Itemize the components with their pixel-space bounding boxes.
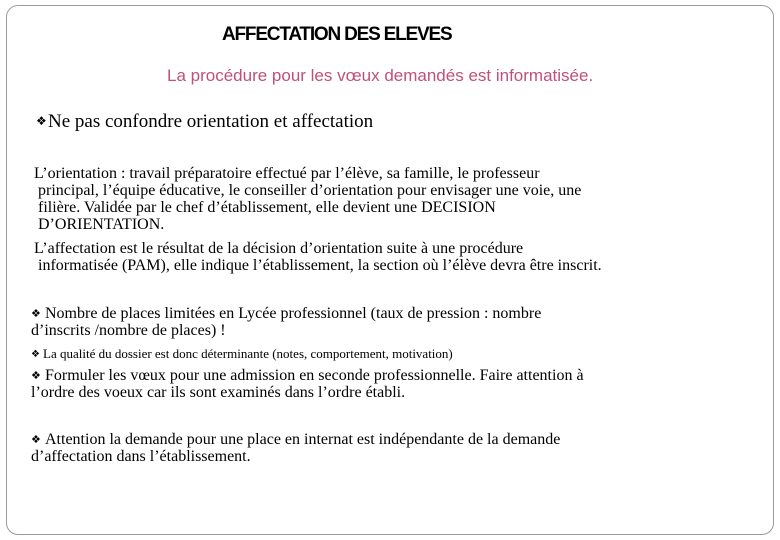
bullet-qualite-dossier <box>31 346 453 362</box>
bullet-icon: ❖ <box>36 114 47 128</box>
slide-title: AFFECTATION DES ELEVES <box>222 24 452 45</box>
bullet-icon: ❖ <box>31 433 41 446</box>
bullet-icon: ❖ <box>31 349 40 360</box>
orientation-line: principal, l’équipe éducative, le conseiller d’orientation pour envisager une voie, une <box>38 182 582 199</box>
bullet-line: Formuler les vœux pour une admission en seconde professionnelle. Faire attention à <box>45 367 584 384</box>
orientation-line: filière. Validée par le chef d’établissement, elle devient une DECISION <box>38 199 496 216</box>
bullet-internat <box>31 431 751 465</box>
bullet-line: d’inscrits /nombre de places) ! <box>31 322 226 339</box>
heading-bullet-text: Ne pas confondre orientation et affectation <box>48 111 374 132</box>
bullet-line: l’ordre des voeux car ils sont examinés dans l’ordre établi. <box>31 384 406 401</box>
orientation-line: L’orientation : travail préparatoire effectué par l’élève, sa famille, le professeur <box>34 165 540 182</box>
bullet-icon: ❖ <box>31 307 41 320</box>
affectation-line: informatisée (PAM), elle indique l’établissement, la section où l’élève devra être inscrit. <box>38 257 602 274</box>
bullet-line: La qualité du dossier est donc déterminante (notes, comportement, motivation) <box>43 346 453 361</box>
affectation-paragraph <box>34 240 754 274</box>
bullet-line: Attention la demande pour une place en internat est indépendante de la demande <box>45 431 561 448</box>
heading-bullet <box>36 111 373 133</box>
slide-subtitle: La procédure pour les vœux demandés est informatisée. <box>167 66 594 85</box>
affectation-line: L’affectation est le résultat de la décision d’orientation suite à une procédure <box>34 240 524 257</box>
orientation-line: D’ORIENTATION. <box>38 216 165 233</box>
bullet-line: Nombre de places limitées en Lycée professionnel (taux de pression : nombre <box>45 305 542 322</box>
bullet-places-limitees <box>31 305 751 339</box>
bullet-icon: ❖ <box>31 369 41 382</box>
orientation-paragraph <box>34 165 754 233</box>
bullet-formuler-voeux <box>31 367 751 401</box>
bullet-line: d’affectation dans l’établissement. <box>31 448 251 465</box>
